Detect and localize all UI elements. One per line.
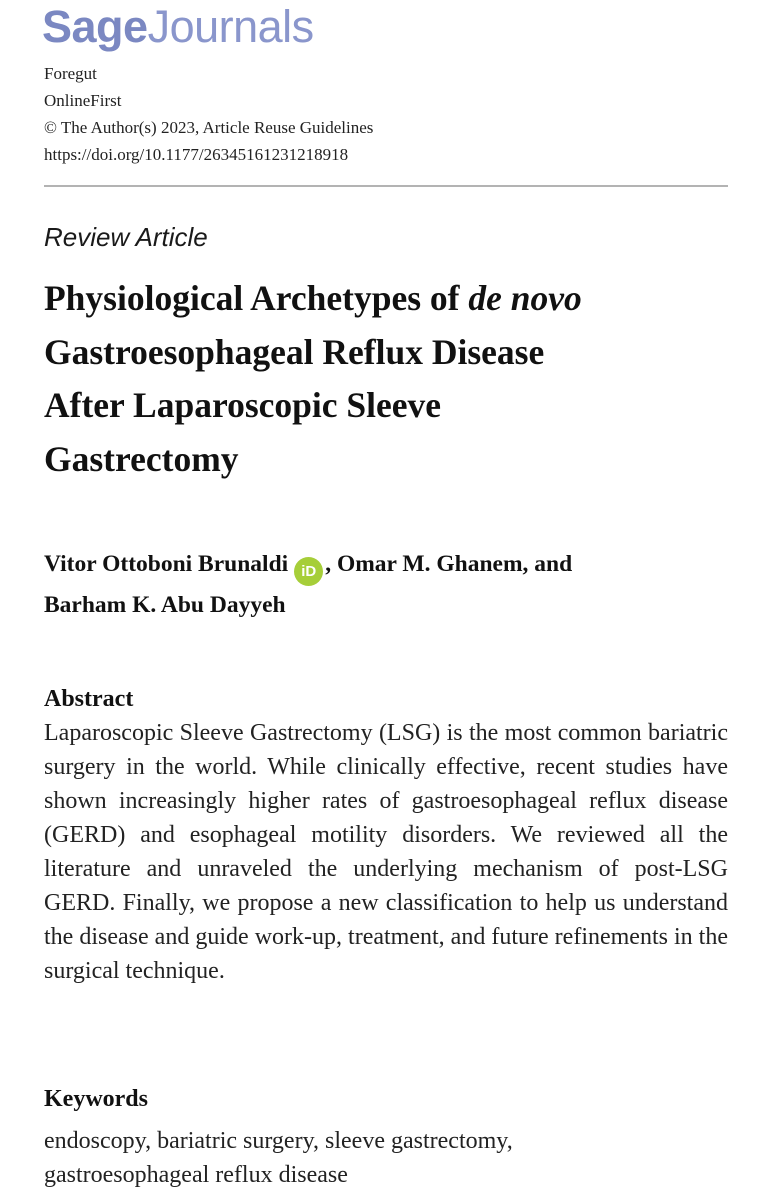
keywords-line-1[interactable]: endoscopy, bariatric surgery, sleeve gastrectomy, [44,1128,513,1154]
article-title [44,272,734,486]
title-line-1-text: Physiological Archetypes of [44,278,469,318]
title-line-2: Gastroesophageal Reflux Disease [44,331,545,372]
sage-journals-logo[interactable] [42,2,314,52]
author-list [44,545,734,624]
abstract-heading: Abstract [44,686,134,712]
orcid-icon[interactable]: iD [294,557,323,586]
journal-name: Foregut [44,64,97,83]
article-meta [44,60,373,168]
logo-sage: Sage [42,1,148,52]
authors-line-2[interactable]: Barham K. Abu Dayyeh [44,592,286,618]
title-line-4: Gastrectomy [44,438,239,479]
title-line-3: After Laparoscopic Sleeve [44,385,442,425]
author-brunaldi[interactable]: Vitor Ottoboni Brunaldi [44,551,289,577]
title-line-1 [44,272,734,326]
doi-link[interactable]: https://doi.org/10.1177/26345161231218918 [44,145,349,164]
keywords-list [44,1124,513,1192]
authors-line-1 [44,545,734,586]
logo-journals: Journals [147,1,314,52]
title-italic-phrase: de novo [468,278,582,318]
copyright-notice: © The Author(s) 2023, Article Reuse Guidelines [44,118,374,137]
authors-rest[interactable]: , Omar M. Ghanem, and [325,551,573,577]
header-divider [44,185,728,187]
keywords-line-2[interactable]: gastroesophageal reflux disease [44,1162,348,1188]
article-type: Review Article [44,222,208,252]
keywords-heading: Keywords [44,1086,148,1112]
abstract-text: Laparoscopic Sleeve Gastrectomy (LSG) is the most common bariatric surgery in the world. While clinically effective, recent studies have shown increasingly higher rates of gastroesophageal reflux disease (GERD) and esophageal motility disorders. We reviewed all the literature and unraveled the underlying mechanism of post-LSG GERD. Finally, we propose a new classification to help us understand the disease and guide work-up, treatment, and future refinements in the surgical technique. [44,720,728,984]
publication-status: OnlineFirst [44,91,122,110]
